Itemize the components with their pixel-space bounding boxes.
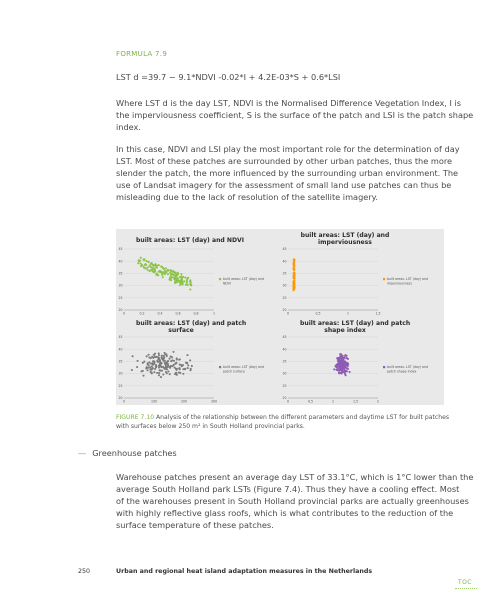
data-point — [158, 354, 160, 356]
data-point — [174, 281, 176, 283]
data-point — [184, 277, 186, 279]
data-point — [175, 362, 177, 364]
data-point — [174, 271, 176, 273]
chart-imperviousness — [280, 229, 444, 317]
data-point — [165, 361, 167, 363]
x-tick-label: 200 — [180, 399, 188, 404]
y-tick-label: 40 — [282, 259, 287, 264]
data-point — [154, 368, 156, 370]
y-tick-label: 25 — [118, 295, 123, 300]
data-point — [137, 262, 139, 264]
data-point — [162, 373, 164, 375]
data-point — [336, 364, 338, 366]
data-point — [157, 361, 159, 363]
data-point — [164, 270, 166, 272]
paragraph-line: slender the patch, the more influenced by the surrounding urban environment. The — [116, 168, 459, 178]
y-tick-label: 45 — [282, 335, 287, 340]
legend-swatch — [219, 278, 221, 280]
data-point — [132, 355, 134, 357]
legend-label: patch shape index — [387, 369, 417, 374]
data-point — [190, 284, 192, 286]
data-point — [344, 373, 346, 375]
data-point — [174, 367, 176, 369]
data-point — [179, 364, 181, 366]
data-point — [163, 268, 165, 270]
data-point — [151, 270, 153, 272]
data-point — [293, 263, 295, 265]
data-point — [189, 289, 191, 291]
data-point — [183, 280, 185, 282]
data-point — [137, 360, 139, 362]
data-point — [161, 355, 163, 357]
data-point — [173, 274, 175, 276]
y-tick-label: 20 — [118, 396, 123, 401]
data-point — [179, 367, 181, 369]
y-tick-label: 40 — [118, 259, 123, 264]
data-point — [189, 279, 191, 281]
legend-label: NDVI — [223, 281, 231, 286]
data-point — [186, 279, 188, 281]
x-tick-label: 100 — [150, 399, 158, 404]
data-point — [342, 355, 344, 357]
chart-svg — [116, 317, 280, 405]
legend-swatch — [383, 366, 385, 368]
data-point — [170, 269, 172, 271]
data-point — [181, 278, 183, 280]
data-point — [148, 361, 150, 363]
data-point — [156, 372, 158, 374]
data-point — [155, 366, 157, 368]
data-point — [165, 364, 167, 366]
data-point — [180, 273, 182, 275]
data-point — [158, 374, 160, 376]
data-point — [177, 277, 179, 279]
running-title: Urban and regional heat island adaptation measures in the Netherlands — [116, 568, 373, 575]
data-point — [347, 365, 349, 367]
figure-caption-text: with surfaces below 250 m² in South Holland provincial parks. — [116, 423, 305, 430]
data-point — [169, 278, 171, 280]
data-point — [164, 352, 166, 354]
data-point — [341, 368, 343, 370]
chart-title-line: built areas: LST (day) and — [300, 232, 390, 239]
paragraph-line: the imperviousness coefficient, S is the surface of the patch and LSI is the patch shape — [116, 110, 474, 120]
data-point — [131, 369, 133, 371]
chart-patch-surface — [116, 317, 280, 405]
data-point — [154, 267, 156, 269]
data-point — [167, 370, 169, 372]
data-point — [185, 284, 187, 286]
section-title: Greenhouse patches — [92, 448, 177, 458]
data-point — [174, 276, 176, 278]
data-point — [187, 277, 189, 279]
data-point — [172, 271, 174, 273]
data-point — [343, 362, 345, 364]
data-point — [158, 372, 160, 374]
paragraph-line: surface temperature of these patches. — [116, 520, 274, 530]
data-point — [167, 360, 169, 362]
data-point — [337, 369, 339, 371]
y-tick-label: 30 — [282, 283, 287, 288]
data-point — [140, 257, 142, 259]
x-tick-label: 0,2 — [139, 311, 145, 316]
x-tick-label: 1 — [346, 311, 350, 316]
data-point — [344, 355, 346, 357]
data-point — [151, 362, 153, 364]
figure-caption-label: FIGURE 7.10 — [116, 414, 155, 421]
chart-title-line: built areas: LST (day) and patch — [300, 320, 411, 327]
data-point — [340, 363, 342, 365]
data-point — [186, 282, 188, 284]
y-tick-label: 20 — [118, 308, 123, 313]
data-point — [170, 274, 172, 276]
data-point — [156, 265, 158, 267]
y-tick-label: 35 — [118, 271, 123, 276]
paragraph-line: with highly reflective glass roofs, which is what contributes to the reduction of the — [116, 508, 454, 518]
data-point — [160, 365, 162, 367]
x-tick-label: 1 — [212, 311, 216, 316]
paragraph-line: of the warehouses present in South Holland provincial parks are actually greenhouses — [116, 496, 469, 506]
data-point — [343, 368, 345, 370]
data-point — [161, 274, 163, 276]
data-point — [154, 270, 156, 272]
data-point — [143, 258, 145, 260]
data-point — [187, 284, 189, 286]
data-point — [157, 356, 159, 358]
data-point — [165, 353, 167, 355]
data-point — [146, 355, 148, 357]
data-point — [148, 354, 150, 356]
data-point — [169, 373, 171, 375]
paragraph-line: In this case, NDVI and LSI play the most important role for the determination of day — [116, 144, 460, 154]
chart-title-line: built areas: LST (day) and patch — [136, 320, 247, 327]
data-point — [333, 368, 335, 370]
data-point — [338, 361, 340, 363]
data-point — [345, 366, 347, 368]
y-tick-label: 45 — [282, 247, 287, 252]
legend-label: patch surface — [223, 369, 245, 374]
data-point — [147, 266, 149, 268]
x-tick-label: 0,5 — [307, 399, 314, 404]
y-tick-label: 25 — [282, 295, 287, 300]
data-point — [346, 370, 348, 372]
data-point — [347, 368, 349, 370]
chart-title-line: imperviousness — [318, 239, 372, 247]
page-number: 250 — [78, 568, 91, 575]
data-point — [165, 368, 167, 370]
data-point — [177, 274, 179, 276]
paragraph-definitions — [116, 97, 474, 133]
data-point — [172, 351, 174, 353]
paragraph-greenhouse — [116, 471, 474, 531]
paragraph-line: Warehouse patches present an average day LST of 33.1°C, which is 1°C lower than the — [116, 472, 474, 482]
y-tick-label: 20 — [282, 396, 287, 401]
x-tick-label: 300 — [210, 399, 218, 404]
data-point — [173, 360, 175, 362]
data-point — [150, 266, 152, 268]
legend-label: built areas: LST (day) and — [223, 277, 265, 282]
x-tick-label: 1 — [331, 399, 335, 404]
data-point — [182, 364, 184, 366]
data-point — [182, 373, 184, 375]
data-point — [186, 354, 188, 356]
data-point — [152, 367, 154, 369]
data-point — [186, 362, 188, 364]
data-point — [159, 363, 161, 365]
data-point — [171, 276, 173, 278]
x-tick-label: 0,4 — [157, 311, 163, 316]
data-point — [187, 367, 189, 369]
data-point — [159, 369, 161, 371]
paragraph-ndvi-lsi — [116, 143, 460, 203]
legend-label: built areas: LST (day) and — [387, 365, 429, 370]
data-point — [168, 358, 170, 360]
data-point — [165, 267, 167, 269]
toc-link[interactable]: TOC — [458, 579, 472, 586]
chart-ndvi — [116, 229, 280, 317]
formula-equation: LST d =39.7 − 9.1*NDVI -0.02*I + 4.2E-03*S + 0.6*LSI — [116, 72, 341, 82]
data-point — [160, 376, 162, 378]
paragraph-line: LST. Most of these patches are surrounded by other urban patches, thus the more — [116, 156, 453, 166]
data-point — [140, 265, 142, 267]
data-point — [293, 268, 295, 270]
data-point — [293, 260, 295, 262]
data-point — [340, 360, 342, 362]
data-point — [336, 366, 338, 368]
data-point — [156, 274, 158, 276]
data-point — [148, 270, 150, 272]
data-point — [347, 363, 349, 365]
x-tick-label: 1,5 — [352, 399, 359, 404]
data-point — [149, 366, 151, 368]
data-point — [340, 357, 342, 359]
data-point — [167, 269, 169, 271]
chart-title-line: shape index — [324, 327, 366, 335]
x-tick-label: 0 — [122, 311, 126, 316]
data-point — [343, 365, 345, 367]
data-point — [167, 273, 169, 275]
data-point — [293, 277, 295, 279]
y-tick-label: 30 — [118, 371, 123, 376]
x-tick-label: 0,5 — [315, 311, 321, 316]
data-point — [153, 354, 155, 356]
legend-label: built areas: LST (day) and — [223, 365, 265, 370]
data-point — [146, 269, 148, 271]
data-point — [179, 284, 181, 286]
x-tick-label: 0,6 — [175, 311, 181, 316]
data-point — [164, 360, 166, 362]
figure-caption — [116, 413, 456, 431]
data-point — [337, 358, 339, 360]
data-point — [171, 365, 173, 367]
data-point — [191, 365, 193, 367]
data-point — [347, 358, 349, 360]
x-tick-label: 0 — [122, 399, 126, 404]
data-point — [163, 355, 165, 357]
data-point — [187, 364, 189, 366]
data-point — [162, 276, 164, 278]
data-point — [293, 286, 295, 288]
data-point — [152, 264, 154, 266]
data-point — [154, 361, 156, 363]
data-point — [143, 361, 145, 363]
y-tick-label: 20 — [282, 308, 287, 313]
data-point — [145, 260, 147, 262]
data-point — [349, 371, 351, 373]
data-point — [178, 372, 180, 374]
data-point — [136, 366, 138, 368]
y-tick-label: 35 — [118, 359, 123, 364]
paragraph-line: Where LST d is the day LST, NDVI is the Normalised Difference Vegetation Index, I is — [116, 98, 462, 108]
y-tick-label: 45 — [118, 247, 123, 252]
chart-svg — [280, 229, 444, 317]
figure-caption-text: Analysis of the relationship between the different parameters and daytime LST for built patches — [156, 414, 450, 421]
data-point — [142, 370, 144, 372]
section-heading — [78, 448, 177, 458]
data-point — [161, 370, 163, 372]
x-tick-label: 0 — [286, 311, 290, 316]
data-point — [339, 353, 341, 355]
data-point — [163, 358, 165, 360]
data-point — [153, 371, 155, 373]
x-tick-label: 0,8 — [193, 311, 199, 316]
data-point — [294, 273, 296, 275]
section-dash: — — [78, 448, 87, 458]
data-point — [154, 355, 156, 357]
paragraph-line: index. — [116, 122, 142, 132]
data-point — [293, 281, 295, 283]
data-point — [145, 264, 147, 266]
data-point — [158, 366, 160, 368]
data-point — [340, 372, 342, 374]
data-point — [171, 356, 173, 358]
chart-svg — [116, 229, 280, 317]
y-tick-label: 30 — [282, 371, 287, 376]
y-tick-label: 40 — [118, 347, 123, 352]
legend-label: built areas: LST (day) and — [387, 277, 429, 282]
legend-swatch — [219, 366, 221, 368]
data-point — [160, 271, 162, 273]
data-point — [184, 368, 186, 370]
toc-underline — [455, 588, 477, 589]
data-point — [151, 372, 153, 374]
paragraph-line: use of Landsat imagery for the assessment of small land use patches can thus be — [116, 180, 452, 190]
figure-panel — [116, 229, 444, 405]
data-point — [176, 357, 178, 359]
data-point — [293, 288, 295, 290]
data-point — [338, 372, 340, 374]
data-point — [159, 359, 161, 361]
y-tick-label: 40 — [282, 347, 287, 352]
data-point — [154, 264, 156, 266]
y-tick-label: 30 — [118, 283, 123, 288]
data-point — [147, 367, 149, 369]
x-tick-label: 0 — [286, 399, 290, 404]
legend-swatch — [383, 278, 385, 280]
data-point — [139, 260, 141, 262]
y-tick-label: 25 — [282, 383, 287, 388]
data-point — [190, 281, 192, 283]
data-point — [142, 375, 144, 377]
y-tick-label: 35 — [282, 359, 287, 364]
data-point — [158, 271, 160, 273]
paragraph-line: average South Holland park LSTs (Figure 7.4). Thus they have a cooling effect. Most — [116, 484, 460, 494]
data-point — [189, 359, 191, 361]
legend-label: imperviousness — [387, 281, 412, 286]
data-point — [148, 364, 150, 366]
x-tick-label: 1,5 — [375, 311, 381, 316]
chart-title-line: surface — [168, 327, 194, 335]
data-point — [147, 261, 149, 263]
y-tick-label: 45 — [118, 335, 123, 340]
data-point — [180, 281, 182, 283]
formula-label: FORMULA 7.9 — [116, 50, 168, 58]
data-point — [159, 361, 161, 363]
chart-patch-shape-index — [280, 317, 444, 405]
data-point — [145, 367, 147, 369]
data-point — [170, 360, 172, 362]
data-point — [148, 356, 150, 358]
paragraph-line: misleading due to the lack of resolution of the satellite imagery. — [116, 192, 378, 202]
data-point — [338, 358, 340, 360]
data-point — [190, 368, 192, 370]
y-tick-label: 35 — [282, 271, 287, 276]
data-point — [160, 266, 162, 268]
chart-title-line: built areas: LST (day) and NDVI — [136, 237, 245, 244]
y-tick-label: 25 — [118, 383, 123, 388]
data-point — [166, 372, 168, 374]
data-point — [180, 276, 182, 278]
data-point — [146, 369, 148, 371]
data-point — [179, 358, 181, 360]
data-point — [151, 262, 153, 264]
data-point — [293, 279, 295, 281]
data-point — [174, 373, 176, 375]
data-point — [149, 265, 151, 267]
chart-svg — [280, 317, 444, 405]
data-point — [338, 363, 340, 365]
data-point — [144, 267, 146, 269]
x-tick-label: 2 — [376, 399, 380, 404]
